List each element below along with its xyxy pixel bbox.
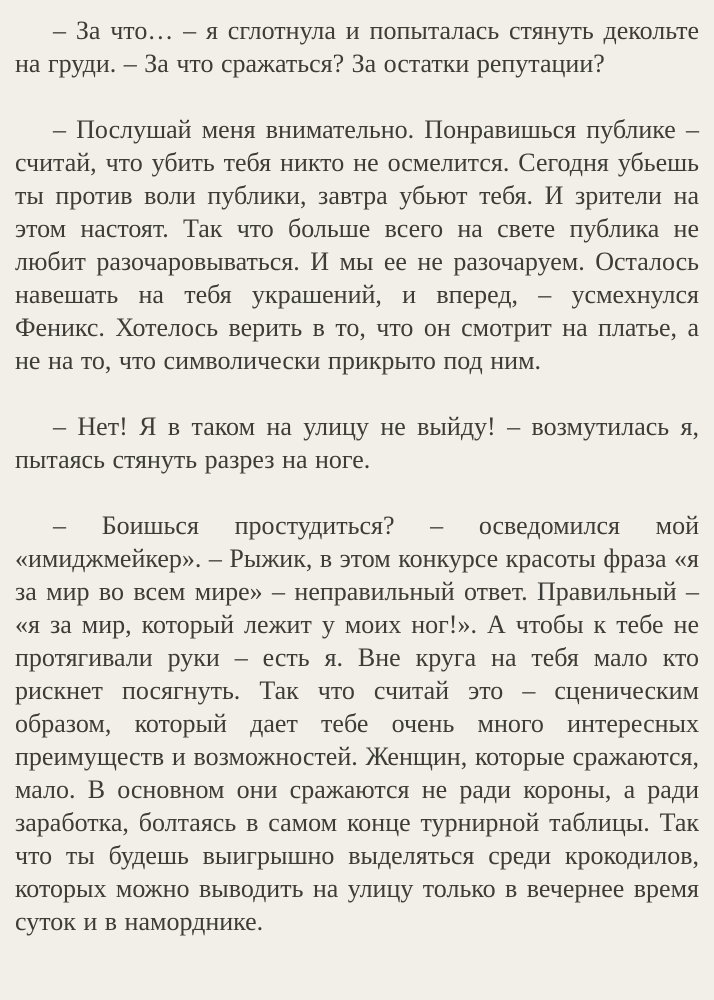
paragraph-dialogue-3: – Нет! Я в таком на улицу не выйду! – возмутилась я, пытаясь стянуть разрез на ноге. <box>15 412 699 474</box>
paragraph-dialogue-4: – Боишься простудиться? – осведомился мой «имиджмейкер». – Рыжик, в этом конкурсе красоты фраза «я за мир во всем мире» – неправильный ответ. Правильный – «я за мир, который лежит у моих ног!». А чтобы к тебе не протягивали руки – есть я. Вне круга на тебя мало кто рискнет посягнуть. Так что считай это – сценическим образом, который дает тебе очень много интересных преимуществ и возможностей. Женщин, которые сражаются, мало. В основном они сражаются не ради короны, а ради заработка, болтаясь в самом конце турнирной таблицы. Так что ты будешь выигрышно выделяться среди крокодилов, которых можно выводить на улицу только в вечернее время суток и в наморднике. <box>15 511 699 936</box>
paragraph-dialogue-2: – Послушай меня внимательно. Понравишься публике – считай, что убить тебя никто не осмелится. Сегодня убьешь ты против воли публики, завтра убьют тебя. И зрители на этом настоят. Так что больше всего на свете публика не любит разочаровываться. И мы ее не разочаруем. Осталось навешать на тебя украшений, и вперед, – усмехнулся Феникс. Хотелось верить в то, что он смотрит на платье, а не на то, что символически прикрыто под ним. <box>15 115 699 375</box>
paragraph-dialogue-1: – За что… – я сглотнула и попыталась стянуть декольте на груди. – За что сражаться? За остатки репутации? <box>15 16 699 78</box>
